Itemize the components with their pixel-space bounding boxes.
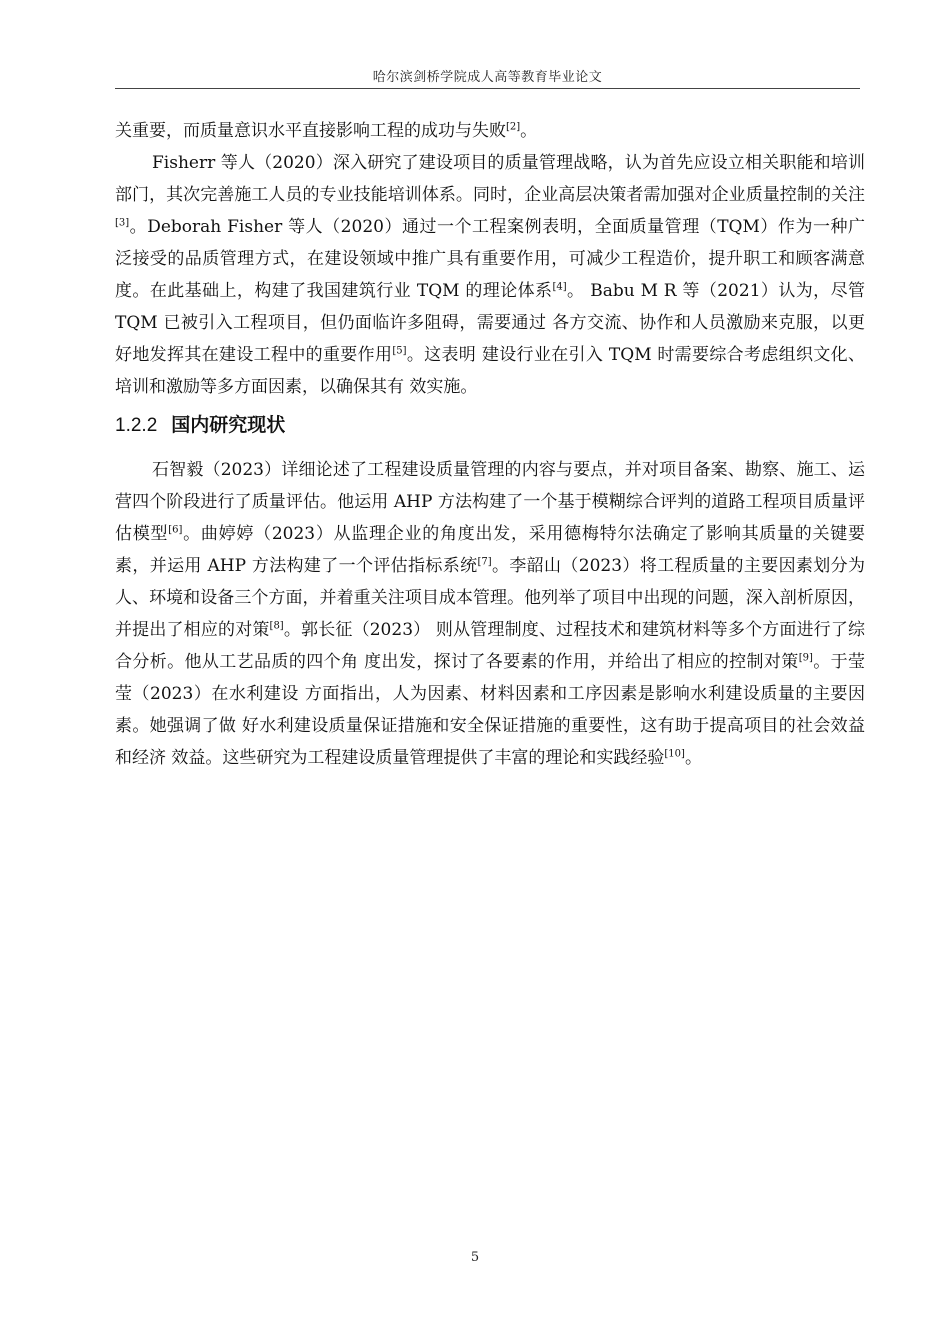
paragraph-text: 。 Babu M R 等（2021）认为，尽管 TQM 已被引入工程项目，但仍面临许多阻碍，需要通过 各方交流、协作和人员激励来克服，以更好地发挥其在建设工程中的重要作用 xyxy=(115,281,865,365)
header-rule xyxy=(115,88,860,89)
paragraph-text: 。郭长征（2023） 则从管理制度、过程技术和建筑材料等多个方面进行了综合分析。他从工艺品质的四个角 度出发，探讨了各要素的作用，并给出了相应的控制对策 xyxy=(115,620,866,672)
citation-ref: [10] xyxy=(664,748,685,760)
citation-ref: [8] xyxy=(269,620,284,632)
citation-ref: [9] xyxy=(798,652,813,664)
citation-ref: [3] xyxy=(115,217,130,229)
citation-ref: [6] xyxy=(168,524,183,536)
paragraph-domestic-research xyxy=(115,454,865,774)
paragraph-text: 。李韶山（2023）将工程质量的主要因素划分为人、环境和设备三个方面，并着重关注项目成本管理。他列举了项目中出现的问题，深入剖析原因，并提出了相应的对策 xyxy=(115,556,865,640)
paragraph-text: 。 xyxy=(520,121,538,141)
page-body xyxy=(115,115,865,774)
section-title: 国内研究现状 xyxy=(171,414,286,436)
paragraph-foreign-research xyxy=(115,147,865,403)
citation-ref: [4] xyxy=(552,281,567,293)
citation-ref: [5] xyxy=(392,345,407,357)
paragraph-text: 石智毅（2023）详细论述了工程建设质量管理的内容与要点，并对项目备案、勘察、施工、运营四个阶段进行了质量评估。他运用 AHP 方法构建了一个基于模糊综合评判的道路工程项目质量评估模型 xyxy=(115,460,865,544)
page-number: 5 xyxy=(470,1250,480,1265)
paragraph-text: Fisherr 等人（2020）深入研究了建设项目的质量管理战略，认为首先应设立相关职能和培训部门，其次完善施工人员的专业技能培训体系。同时，企业高层决策者需加强对企业质量控制的关注 xyxy=(115,153,865,205)
paragraph-text: 。Deborah Fisher 等人（2020）通过一个工程案例表明，全面质量管理（TQM）作为一种广泛接受的品质管理方式，在建设领域中推广具有重要作用，可减少工程造价，提升职工和顾客满意度。在此基础上，构建了我国建筑行业 TQM 的理论体系 xyxy=(115,217,865,301)
section-heading xyxy=(115,407,865,444)
paragraph-text: 关重要，而质量意识水平直接影响工程的成功与失败 xyxy=(115,121,506,141)
paragraph-text: 。这表明 建设行业在引入 TQM 时需要综合考虑组织文化、培训和激励等多方面因素，以确保其有 效实施。 xyxy=(115,345,865,397)
citation-ref: [2] xyxy=(506,121,521,133)
paragraph-text: 。曲婷婷（2023）从监理企业的角度出发，采用德梅特尔法确定了影响其质量的关键要素，并运用 AHP 方法构建了一个评估指标系统 xyxy=(115,524,865,576)
paragraph-text: 。于莹莹（2023）在水利建设 方面指出，人为因素、材料因素和工序因素是影响水利建设质量的主要因素。她强调了做 好水利建设质量保证措施和安全保证措施的重要性，这有助于提高项目的社会效益和经济 效益。这些研究为工程建设质量管理提供了丰富的理论和实践经验 xyxy=(115,652,866,768)
paragraph-text: 。 xyxy=(684,748,702,768)
section-number: 1.2.2 xyxy=(115,415,158,436)
running-header: 哈尔滨剑桥学院成人高等教育毕业论文 xyxy=(372,70,603,85)
citation-ref: [7] xyxy=(477,556,492,568)
paragraph-continuation xyxy=(115,115,865,147)
